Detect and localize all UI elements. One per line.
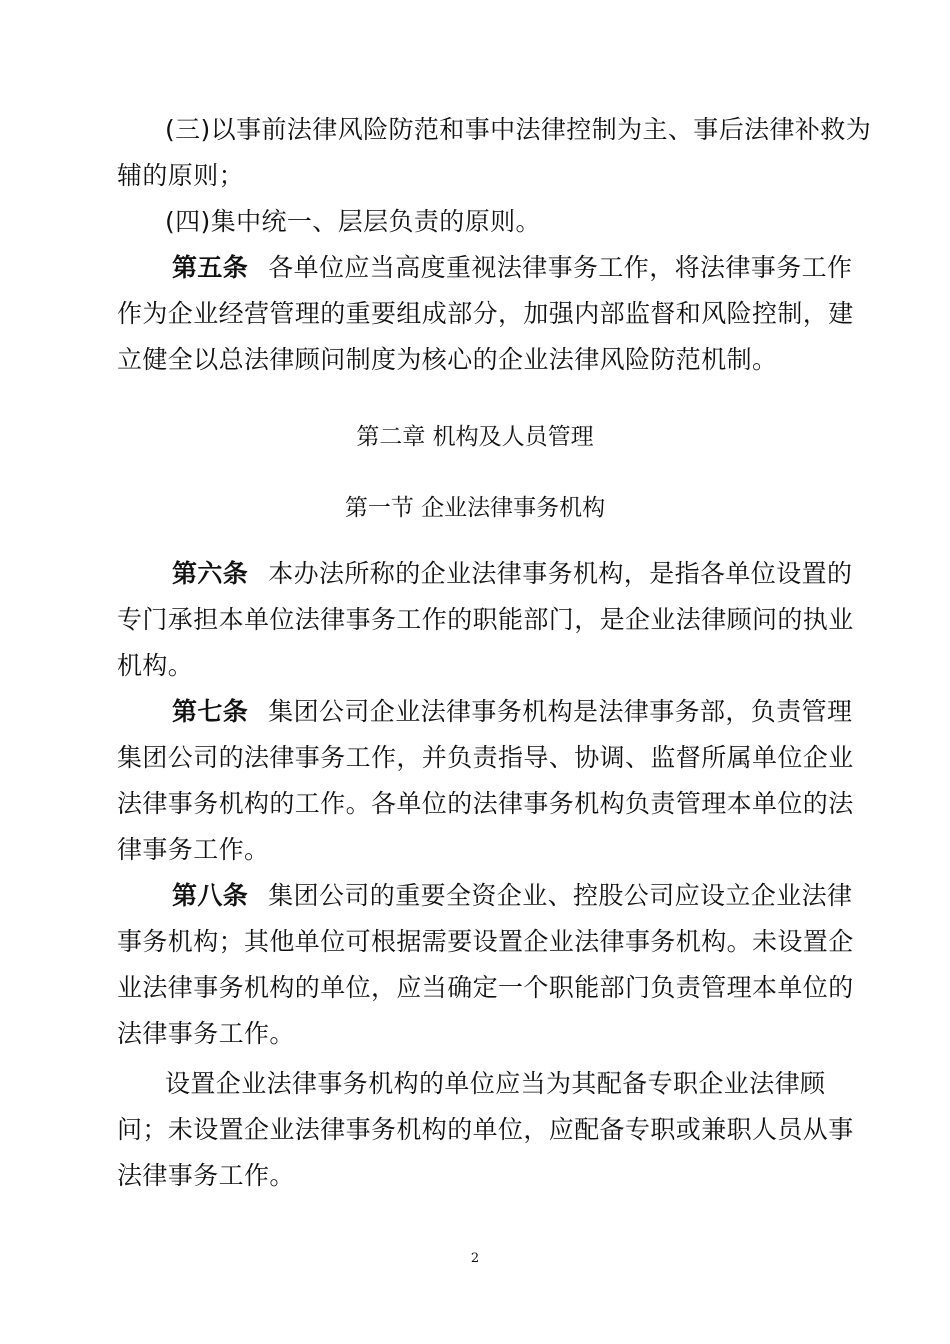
- paragraph-line: 律事务工作。: [117, 835, 270, 864]
- paragraph-line: 集团公司的法律事务工作，并负责指导、协调、监督所属单位企业: [117, 743, 854, 772]
- paragraph-line: 专门承担本单位法律事务工作的职能部门，是企业法律顾问的执业: [117, 605, 854, 634]
- paragraph-line: 业法律事务机构的单位，应当确定一个职能部门负责管理本单位的: [117, 973, 854, 1002]
- paragraph-line: 法律事务机构的工作。各单位的法律事务机构负责管理本单位的法: [117, 789, 854, 818]
- paragraph-line: 事务机构；其他单位可根据需要设置企业法律事务机构。未设置企: [117, 927, 854, 956]
- paragraph-line: 机构。: [117, 651, 194, 680]
- paragraph-line: 作为企业经营管理的重要组成部分，加强内部监督和风险控制，建: [117, 299, 854, 328]
- article-label: 第七条: [172, 697, 249, 726]
- section-heading: 第一节 企业法律事务机构: [344, 495, 606, 521]
- chapter-heading: 第二章 机构及人员管理: [356, 424, 594, 450]
- article-first-line: [172, 879, 853, 913]
- article-text: 集团公司企业法律事务机构是法律事务部，负责管理: [268, 697, 853, 726]
- paragraph-line: 辅的原则；: [117, 161, 245, 190]
- page-number: 2: [470, 1251, 480, 1266]
- paragraph-line: 设置企业法律事务机构的单位应当为其配备专职企业法律顾: [165, 1069, 826, 1098]
- article-label: 第五条: [172, 253, 249, 282]
- article-label: 第六条: [172, 559, 249, 588]
- paragraph-line: 法律事务工作。: [117, 1019, 295, 1048]
- paragraph-line: 立健全以总法律顾问制度为核心的企业法律风险防范机制。: [117, 345, 778, 374]
- article-text: 本办法所称的企业法律事务机构，是指各单位设置的: [268, 559, 853, 588]
- article-first-line: [172, 251, 853, 285]
- article-text: 各单位应当高度重视法律事务工作，将法律事务工作: [268, 253, 853, 282]
- paragraph-line: (四)集中统一、层层负责的原则。: [165, 207, 541, 236]
- paragraph-line: 法律事务工作。: [117, 1161, 295, 1190]
- paragraph-line: (三)以事前法律风险防范和事中法律控制为主、事后法律补救为: [165, 115, 872, 144]
- article-first-line: [172, 557, 853, 591]
- article-first-line: [172, 695, 853, 729]
- article-text: 集团公司的重要全资企业、控股公司应设立企业法律: [268, 881, 853, 910]
- paragraph-line: 问；未设置企业法律事务机构的单位，应配备专职或兼职人员从事: [117, 1115, 854, 1144]
- article-label: 第八条: [172, 881, 249, 910]
